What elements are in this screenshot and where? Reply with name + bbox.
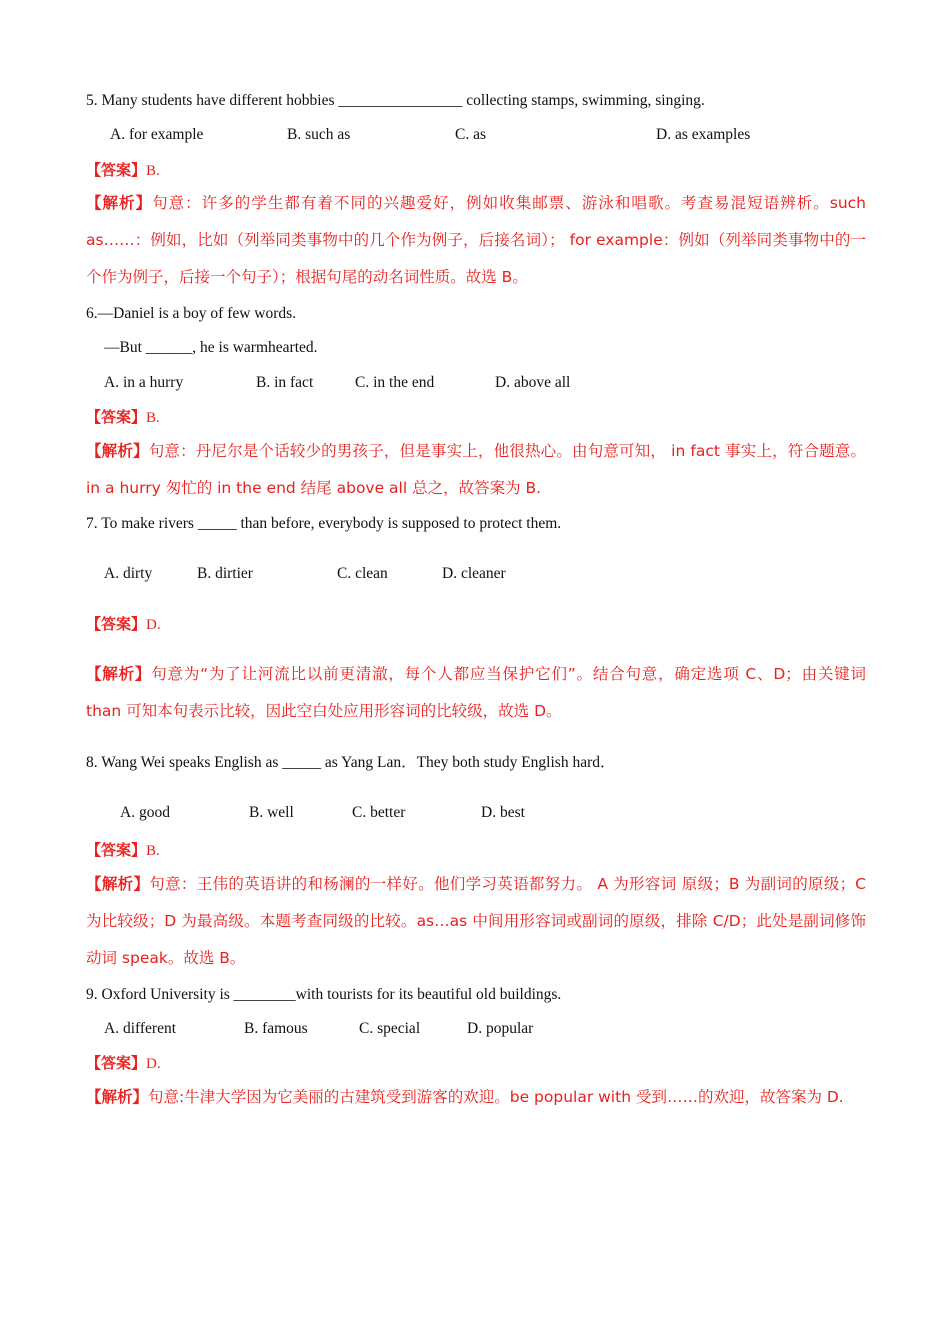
question-8-explanation [86, 866, 866, 977]
question-6-option-b: B. in fact [256, 374, 314, 391]
answer-value: B. [146, 410, 160, 426]
question-8-answer [86, 840, 160, 861]
question-7-answer [86, 614, 161, 635]
question-7-explanation [86, 656, 866, 730]
question-5-stem: 5. Many students have different hobbies ________________ collecting stamps, swimming, singing. [86, 92, 705, 109]
answer-tag: 【答案】 [86, 615, 147, 633]
question-6-option-d: D. above all [495, 374, 571, 391]
explanation-tag: 【解析】 [86, 194, 153, 212]
question-9-answer [86, 1053, 161, 1074]
question-7-stem: 7. To make rivers _____ than before, everybody is supposed to protect them. [86, 515, 562, 532]
question-6-option-c: C. in the end [355, 374, 435, 391]
question-8-option-b: B. well [249, 804, 294, 821]
answer-value: B. [146, 843, 160, 859]
answer-tag: 【答案】 [86, 408, 147, 426]
explanation-text: 句意为“为了让河流比以前更清澈，每个人都应当保护它们”。结合句意，确定选项 C、D；由关键词 than 可知本句表示比较，因此空白处应用形容词的比较级，故选 D。 [86, 665, 866, 720]
question-7-option-c: C. clean [337, 565, 388, 582]
question-5-option-d: D. as examples [656, 126, 751, 143]
question-5-answer [86, 160, 160, 181]
question-7-option-b: B. dirtier [197, 565, 253, 582]
question-6-explanation [86, 433, 866, 507]
question-5-option-c: C. as [455, 126, 486, 143]
question-7-option-d: D. cleaner [442, 565, 506, 582]
answer-value: D. [146, 1056, 161, 1072]
question-9-option-a: A. different [104, 1020, 177, 1037]
question-5-option-a: A. for example [110, 126, 204, 143]
answer-tag: 【答案】 [86, 841, 147, 859]
answer-value: B. [146, 163, 160, 179]
explanation-text: 句意：许多的学生都有着不同的兴趣爱好，例如收集邮票、游泳和唱歌。考查易混短语辨析。such as……：例如，比如（列举同类事物中的几个作为例子，后接名词）； for example：例如（列举同类事物中的一个作为例子，后接一个句子）；根据句尾的动名词性质。故选 B。 [86, 194, 866, 286]
question-6-stem-reply: —But ______, he is warmhearted. [104, 339, 318, 356]
explanation-tag: 【解析】 [86, 1088, 149, 1106]
answer-value: D. [146, 617, 161, 633]
question-8-option-c: C. better [352, 804, 406, 821]
question-6-stem: 6.—Daniel is a boy of few words. [86, 305, 297, 322]
explanation-tag: 【解析】 [86, 665, 152, 683]
question-6-option-a: A. in a hurry [104, 374, 184, 391]
question-9-option-d: D. popular [467, 1020, 534, 1037]
question-7-option-a: A. dirty [104, 565, 153, 582]
question-9-stem: 9. Oxford University is ________with tourists for its beautiful old buildings. [86, 986, 562, 1003]
question-9-option-c: C. special [359, 1020, 421, 1037]
question-6-answer [86, 407, 160, 428]
question-9-explanation [86, 1079, 866, 1116]
explanation-text: 句意：丹尼尔是个话较少的男孩子，但是事实上，他很热心。由句意可知， in fact 事实上，符合题意。in a hurry 匆忙的 in the end 结尾 above all 总之，故答案为 B. [86, 442, 866, 497]
question-5-option-b: B. such as [287, 126, 351, 143]
explanation-text: 句意：王伟的英语讲的和杨澜的一样好。他们学习英语都努力。 A 为形容词 原级；B 为副词的原级；C 为比较级；D 为最高级。本题考查同级的比较。as…as 中间用形容词或副词的原级，排除 C/D；此处是副词修饰动词 speak。故选 B。 [86, 875, 866, 967]
question-9-option-b: B. famous [244, 1020, 308, 1037]
explanation-tag: 【解析】 [86, 875, 150, 893]
question-5-explanation [86, 185, 866, 296]
explanation-text: 句意:牛津大学因为它美丽的古建筑受到游客的欢迎。be popular with 受到……的欢迎，故答案为 D. [148, 1088, 844, 1106]
answer-tag: 【答案】 [86, 161, 147, 179]
explanation-tag: 【解析】 [86, 442, 149, 460]
question-8-option-a: A. good [120, 804, 170, 821]
question-8-option-d: D. best [481, 804, 525, 821]
answer-tag: 【答案】 [86, 1054, 147, 1072]
question-8-stem: 8. Wang Wei speaks English as _____ as Yang Lan．They both study English hard． [86, 754, 616, 771]
